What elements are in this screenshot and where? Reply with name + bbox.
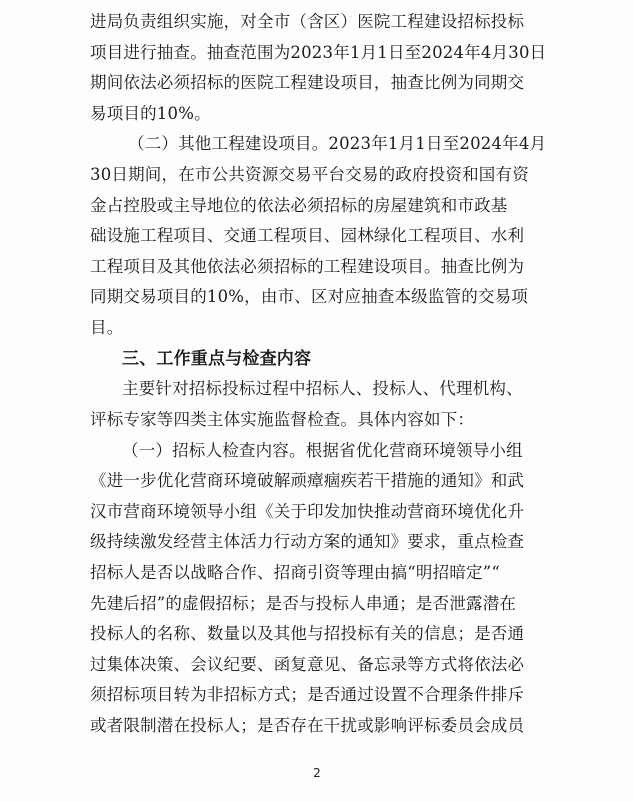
text-line: 《进一步优化营商环境破解顽瘴痼疾若干措施的通知》和武 — [90, 471, 525, 490]
text-line: 30日期间，在市公共资源交易平台交易的政府投资和国有资 — [90, 165, 529, 184]
page-number: 2 — [313, 766, 321, 780]
text-line: 汉市营商环境领导小组《关于印发加快推动营商环境优化升 — [90, 502, 525, 521]
text-line: 或者限制潜在投标人；是否存在干扰或影响评标委员会成员 — [90, 716, 525, 735]
text-line: 过集体决策、会议纪要、函复意见、备忘录等方式将依法必 — [90, 655, 525, 674]
text-line: （二）其他工程建设项目。2023年1月1日至2024年4月 — [128, 134, 547, 153]
text-line: 评标专家等四类主体实施监督检查。具体内容如下： — [90, 410, 475, 429]
text-line: 易项目的10%。 — [90, 104, 211, 123]
section-heading: 三、工作重点与检查内容 — [122, 349, 312, 369]
text-line: 工程项目及其他依法必须招标的工程建设项目。抽查比例为 — [90, 257, 525, 276]
text-line: （一）招标人检查内容。根据省优化营商环境领导小组 — [122, 441, 523, 460]
text-line: 主要针对招标投标过程中招标人、投标人、代理机构、 — [122, 379, 523, 398]
text-line: 础设施工程项目、交通工程项目、园林绿化工程项目、水利 — [90, 226, 525, 245]
text-line: 进局负责组织实施，对全市（含区）医院工程建设招标投标 — [90, 12, 525, 31]
text-line: 目。 — [90, 318, 124, 337]
text-line: 招标人是否以战略合作、招商引资等理由搞“明招暗定”“ — [90, 563, 501, 582]
text-line: 投标人的名称、数量以及其他与招投标有关的信息；是否通 — [90, 624, 525, 643]
text-line: 项目进行抽查。抽查范围为2023年1月1日至2024年4月30日 — [90, 43, 547, 62]
text-line: 期间依法必须招标的医院工程建设项目，抽查比例为同期交 — [90, 73, 525, 92]
text-line: 级持续激发经营主体活力行动方案的通知》要求，重点检查 — [90, 532, 525, 551]
text-line: 金占控股或主导地位的依法必须招标的房屋建筑和市政基 — [90, 196, 508, 215]
text-line: 须招标项目转为非招标方式；是否通过设置不合理条件排斥 — [90, 685, 525, 704]
text-line: 先建后招”的虚假招标；是否与投标人串通；是否泄露潜在 — [90, 594, 517, 613]
text-line: 同期交易项目的10%，由市、区对应抽查本级监管的交易项 — [90, 287, 529, 306]
